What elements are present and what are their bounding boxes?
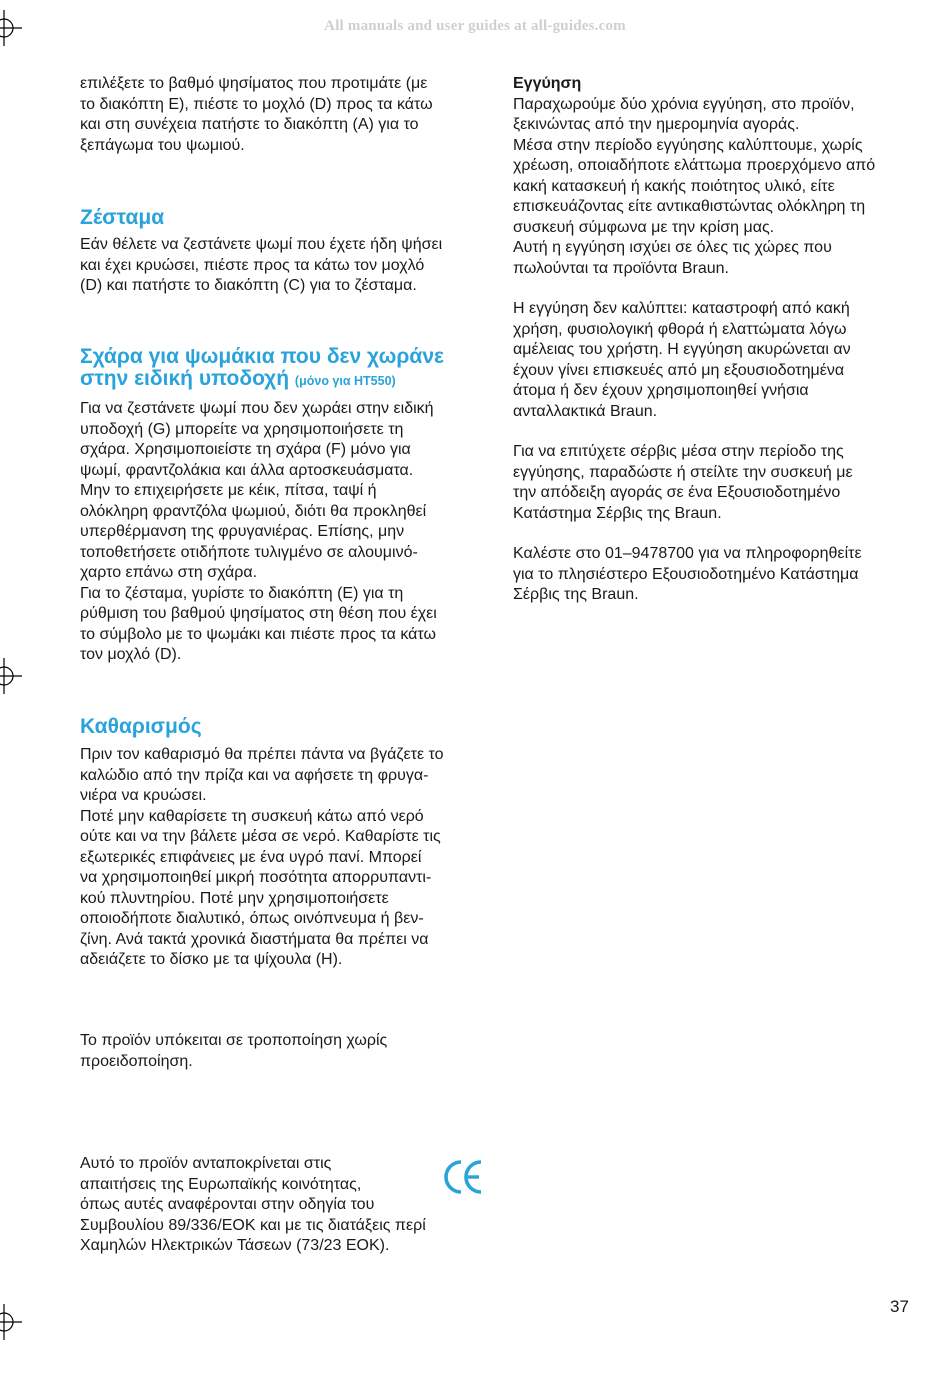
registration-mark-icon (0, 658, 22, 694)
conformity-text: Αυτό το προϊόν ανταποκρίνεται στις απαιτήσεις της Ευρωπαϊκής κοινότητας, όπως αυτές αναφέρονται στην οδηγία του Συμβουλίου 89/336/ΕΟΚ και με τις διατάξεις περί Χαμηλών Ηλεκτρικών Τάσεων (73/23 ΕΟΚ). (80, 1155, 426, 1254)
warranty-section (513, 74, 915, 606)
warranty-paragraph-3: Για να επιτύχετε σέρβις μέσα στην περίοδο της εγγύησης, παραδώστε ή στείλτε την συσκευή με την απόδειξη αγοράς σε ένα Εξουσιοδοτημένο Κατάστημα Σέρβις της Braun. (513, 443, 853, 522)
rack-heading-note: (μόνο για HT550) (294, 374, 396, 388)
warming-text: Εάν θέλετε να ζεστάνετε ψωμί που έχετε ήδη ψήσει και έχει κρυώσει, πιέστε προς τα κάτω τον μοχλό (D) και πατήστε το διακόπτη (C) για το ζέσταμα. (80, 236, 443, 294)
rack-heading-text: Σχάρα για ψωμάκια που δεν χωράνε στην ειδική υποδοχή (80, 345, 444, 390)
ce-mark-icon (444, 1158, 484, 1196)
intro-paragraph (80, 74, 480, 156)
cleaning-text: Πριν τον καθαρισμό θα πρέπει πάντα να βγάζετε το καλώδιο από την πρίζα και να αφήσετε τη φρυγα- νιέρα να κρυώσει. Ποτέ μην καθαρίσετε τη συσκευή κάτω από νερό ούτε και να την βάλετε μέσα σε νερό. Καθαρίστε τις εξωτερικές επιφάνειες με ένα υγρό πανί. Μπορεί να χρησιμοποιηθεί μικρή ποσότητα απορρυπαντι- κού πλυντηρίου. Ποτέ μην χρησιμοποιήσετε οποιοδήποτε διαλυτικό, όπως οινόπνευμα ή βεν- ζίνη. Ανά τακτά χρονικά διαστήματα θα πρέπει να αδειάζετε το δίσκο με τα ψίχουλα (H). (80, 746, 444, 968)
page-number: 37 (890, 1297, 909, 1316)
modification-notice (80, 1031, 480, 1072)
rack-text: Για να ζεστάνετε ψωμί που δεν χωράει στην ειδική υποδοχή (G) μπορείτε να χρησιμοποιήσετε τη σχάρα. Χρησιμοποιείστε τη σχάρα (F) μόνο για ψωμί, φραντζολάκια και άλλα αρτοσκευάσματα. Μην το επιχειρήσετε με κέικ, πίτσα, ταψί ή ολόκληρη φραντζόλα ψωμιού, διότι θα προκληθεί υπερθέρμανση της φρυγανιέρας. Επίσης, μην τοποθετήσετε οτιδήποτε τυλιγμένο σε αλουμινό- χαρτο επάνω στη σχάρα. Για το ζέσταμα, γυρίστε το διακόπτη (E) για τη ρύθμιση του βαθμού ψησίματος στη θέση που έχει το σύμβολο με το ψωμάκι και πιέστε προς τα κάτω τον μοχλό (D). (80, 400, 437, 663)
cleaning-heading: Καθαρισμός (80, 715, 202, 738)
registration-mark-icon (0, 1304, 22, 1340)
notice-text: Το προϊόν υπόκειται σε τροποποίηση χωρίς προειδοποίηση. (80, 1032, 388, 1070)
warranty-paragraph-2: Η εγγύηση δεν καλύπτει: καταστροφή από κακή χρήση, φυσιολογική φθορά ή ελαττώματα λόγω αμέλειας του χρήστη. Η εγγύηση ακυρώνεται αν έχουν γίνει επισκευές από μη εξουσιοδοτημένα άτομα ή δεν έχουν χρησιμοποιηθεί γνήσια ανταλλακτικά Braun. (513, 300, 851, 420)
watermark: All manuals and user guides at all-guides.com (324, 18, 626, 34)
warming-heading: Ζέσταμα (80, 206, 165, 229)
warranty-paragraph-1: Παραχωρούμε δύο χρόνια εγγύηση, στο προϊόν, ξεκινώντας από την ημερομηνία αγοράς. Μέσα στην περίοδο εγγύησης καλύπτουμε, χωρίς χρέωση, οποιαδήποτε ελάττωμα προερχόμενο από κακή κατασκευή ή κακής ποιότητος υλικό, είτε επισκευάζοντας είτε αντικαθιστώντας ολόκληρη τη συσκευή σύμφωνα με την κρίση μας. Αυτή η εγγύηση ισχύει σε όλες τις χώρες που πωλούνται τα προϊόντα Braun. (513, 95, 876, 277)
warming-section (80, 207, 480, 297)
cleaning-section (80, 716, 480, 971)
warranty-heading: Εγγύηση (513, 75, 582, 92)
rack-section (80, 346, 480, 666)
intro-text: επιλέξετε το βαθμό ψησίματος που προτιμάτε (με το διακόπτη E), πιέστε το μοχλό (D) προς τα κάτω και στη συνέχεια πατήστε το διακόπτη (A) για το ξεπάγωμα του ψωμιού. (80, 75, 433, 154)
rack-heading (80, 346, 480, 392)
conformity-statement (80, 1154, 480, 1257)
warranty-paragraph-4: Καλέστε στο 01–9478700 για να πληροφορηθείτε για το πλησιέστερο Εξουσιοδοτημένο Κατάστημα Σέρβις της Braun. (513, 545, 862, 603)
registration-mark-icon (0, 10, 22, 46)
